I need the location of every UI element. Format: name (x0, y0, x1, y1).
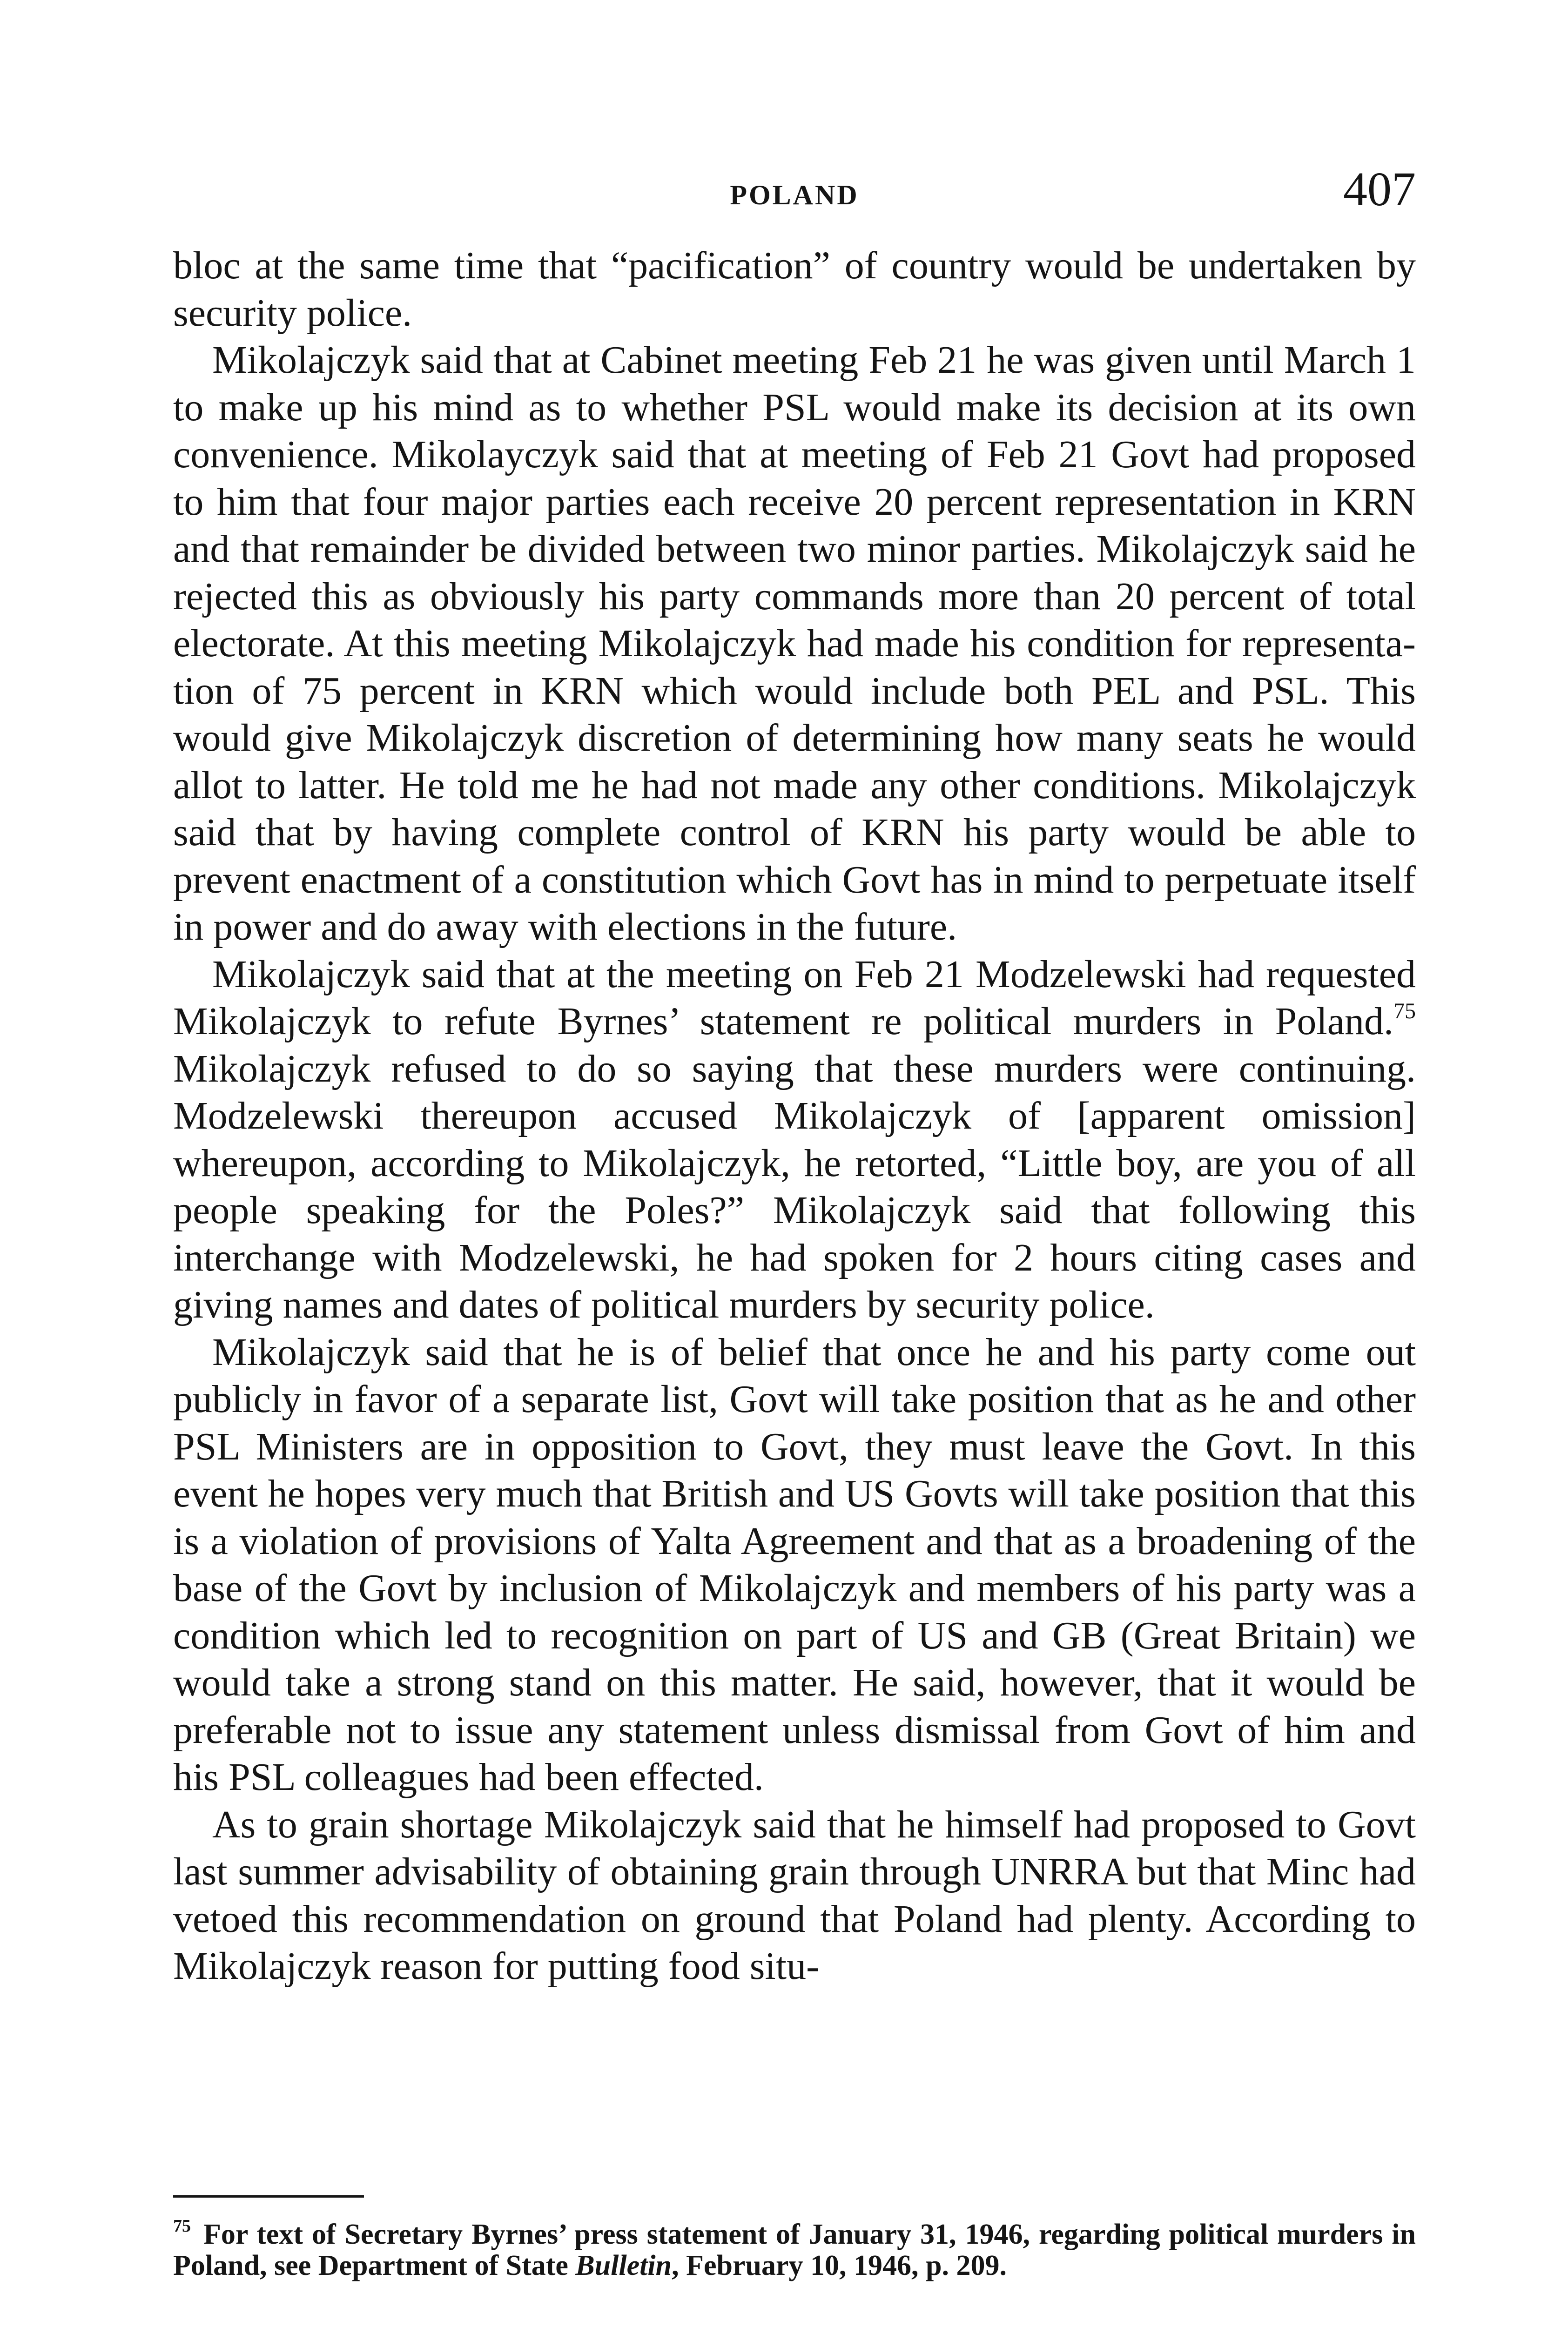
footnote-text-b: , February 10, 1946, p. 209. (672, 2250, 1007, 2281)
running-title: POLAND (730, 180, 859, 210)
paragraph-3 (173, 951, 1416, 1329)
footnote-rule (173, 2195, 364, 2198)
footnote-75 (173, 2211, 1416, 2281)
page-number: 407 (1343, 162, 1416, 216)
footnote-text-a: For text of Secretary Byrnes’ press statement of January 31, 1946, regarding political murders in Poland, see Department of State (173, 2219, 1416, 2281)
paragraph-3-text-b: Mikolajczyk refused to do so saying that these murders were continuing. Modzelewski thereupon accused Mikolajczyk of [apparent omission] whereupon, according to Mikolajczyk, he retorted, “Little boy, are you of all people speaking for the Poles?” Mikolajczyk said that following this interchange with Modzelewski, he had spoken for 2 hours citing cases and giving names and dates of political murders by security police. (173, 1047, 1416, 1326)
running-header (173, 162, 1416, 221)
paragraph-5: As to grain shortage Mikolajczyk said that he himself had proposed to Govt last summer advisability of obtaining grain through UNRRA but that Minc had vetoed this recommendation on ground that Poland had plenty. According to Mikolajczyk reason for putting food situ- (173, 1802, 1416, 1988)
paragraph-1: bloc at the same time that “pacification” of country would be undertaken by security police. (173, 244, 1416, 335)
paragraph-3-text-a: Mikolajczyk said that at the meeting on Feb 21 Modzelewski had requested Mikolajczyk to refute Byrnes’ statement re political murders in Poland. (173, 952, 1416, 1043)
body-text (173, 242, 1416, 1990)
footnote-mark: 75 (173, 2216, 191, 2236)
footnote-italic-title: Bulletin (575, 2250, 672, 2281)
paragraph-4: Mikolajczyk said that he is of belief that once he and his party come out publicly in favor of a separate list, Govt will take position that as he and other PSL Ministers are in opposition to Govt, they must leave the Govt. In this event he hopes very much that British and US Govts will take position that this is a violation of provisions of Yalta Agreement and that as a broadening of the base of the Govt by inclusion of Mikolajczyk and members of his party was a condition which led to recognition on part of US and GB (Great Britain) we would take a strong stand on this matter. He said, however, that it would be preferable not to issue any statement unless dismissal from Govt of him and his PSL colleagues had been effected. (173, 1330, 1416, 1799)
footnote-reference-75[interactable]: 75 (1393, 999, 1416, 1023)
paragraph-2: Mikolajczyk said that at Cabinet meeting Feb 21 he was given until March 1 to make up his mind as to whether PSL would make its decision at its own convenience. Mikolayczyk said that at meeting of Feb 21 Govt had proposed to him that four major parties each receive 20 percent representation in KRN and that remainder be divided between two minor parties. Mikolajczyk said he rejected this as obviously his party commands more than 20 percent of total electorate. At this meeting Mikolajczyk had made his condition for representation of 75 percent in KRN which would include both PEL and PSL. This would give Mikolajczyk discretion of determining how many seats he would allot to latter. He told me he had not made any other conditions. Mikolajczyk said that by having complete control of KRN his party would be able to prevent enactment of a constitution which Govt has in mind to perpetuate itself in power and do away with elections in the future. (173, 338, 1416, 948)
